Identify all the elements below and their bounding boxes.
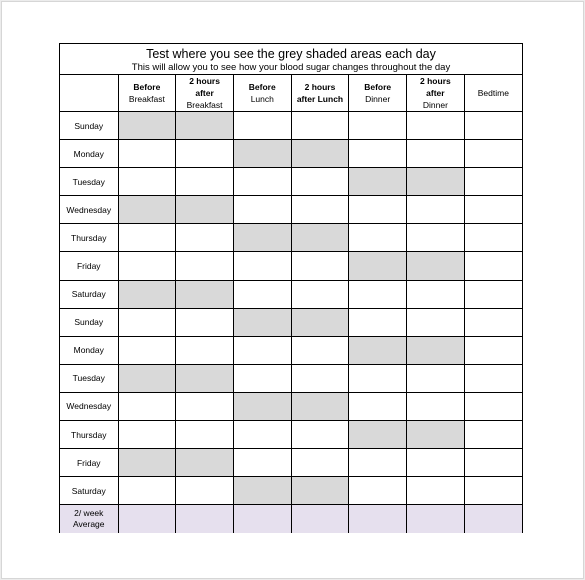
entry-cell[interactable] — [464, 140, 522, 168]
entry-cell[interactable] — [464, 280, 522, 308]
entry-cell[interactable] — [291, 449, 349, 477]
entry-cell[interactable] — [407, 392, 465, 420]
entry-cell[interactable] — [118, 112, 176, 140]
entry-cell[interactable] — [407, 196, 465, 224]
entry-cell[interactable] — [233, 392, 291, 420]
sheet-subtitle: This will allow you to see how your blood sugar changes throughout the day — [131, 62, 451, 73]
day-label: Wednesday — [60, 392, 118, 420]
header-line: Before — [133, 82, 161, 92]
entry-cell[interactable] — [233, 280, 291, 308]
entry-cell[interactable] — [349, 140, 407, 168]
average-cell[interactable] — [407, 505, 465, 533]
average-label-line2: Average — [73, 519, 105, 530]
entry-cell[interactable] — [291, 364, 349, 392]
average-cell[interactable] — [291, 505, 349, 533]
entry-cell[interactable] — [464, 196, 522, 224]
entry-cell[interactable] — [291, 168, 349, 196]
entry-cell[interactable] — [233, 364, 291, 392]
day-label: Wednesday — [60, 196, 118, 224]
entry-cell[interactable] — [118, 140, 176, 168]
header-line: Bedtime — [477, 88, 509, 98]
average-label-line1: 2/ week — [74, 508, 104, 519]
title-block — [60, 44, 522, 75]
entry-cell[interactable] — [291, 112, 349, 140]
table-row — [60, 168, 522, 196]
entry-cell[interactable] — [407, 421, 465, 449]
entry-cell[interactable] — [407, 308, 465, 336]
header-line: 2 hours — [420, 76, 451, 86]
entry-cell[interactable] — [118, 224, 176, 252]
entry-cell[interactable] — [291, 224, 349, 252]
entry-cell[interactable] — [176, 140, 234, 168]
entry-cell[interactable] — [349, 168, 407, 196]
sheet-title: Test where you see the grey shaded areas each day — [146, 47, 436, 61]
entry-cell[interactable] — [118, 252, 176, 280]
entry-cell[interactable] — [407, 112, 465, 140]
entry-cell[interactable] — [407, 336, 465, 364]
entry-cell[interactable] — [349, 336, 407, 364]
entry-cell[interactable] — [291, 477, 349, 505]
entry-cell[interactable] — [233, 168, 291, 196]
entry-cell[interactable] — [464, 308, 522, 336]
entry-cell[interactable] — [118, 477, 176, 505]
entry-cell[interactable] — [233, 224, 291, 252]
entry-cell[interactable] — [233, 196, 291, 224]
entry-cell[interactable] — [349, 364, 407, 392]
day-label: Thursday — [60, 421, 118, 449]
entry-cell[interactable] — [176, 392, 234, 420]
day-label: Saturday — [60, 280, 118, 308]
table-row — [60, 421, 522, 449]
header-before-lunch — [233, 75, 291, 112]
day-label: Friday — [60, 449, 118, 477]
average-cell[interactable] — [176, 505, 234, 533]
entry-cell[interactable] — [349, 112, 407, 140]
entry-cell[interactable] — [291, 252, 349, 280]
entry-cell[interactable] — [407, 477, 465, 505]
entry-cell[interactable] — [464, 364, 522, 392]
entry-cell[interactable] — [464, 112, 522, 140]
day-label: Sunday — [60, 308, 118, 336]
average-cell[interactable] — [118, 505, 176, 533]
header-line: Before — [364, 82, 392, 92]
entry-cell[interactable] — [118, 196, 176, 224]
entry-cell[interactable] — [407, 140, 465, 168]
header-after-dinner — [407, 75, 465, 112]
entry-cell[interactable] — [118, 308, 176, 336]
entry-cell[interactable] — [233, 477, 291, 505]
header-line: Breakfast — [186, 100, 223, 110]
table-row — [60, 112, 522, 140]
header-after-breakfast — [176, 75, 234, 112]
header-before-dinner — [349, 75, 407, 112]
header-corner-cell — [60, 75, 118, 112]
entry-cell[interactable] — [464, 477, 522, 505]
header-line: Breakfast — [128, 94, 165, 104]
table-row — [60, 336, 522, 364]
document-page — [1, 1, 584, 579]
entry-cell[interactable] — [176, 168, 234, 196]
entry-cell[interactable] — [233, 449, 291, 477]
entry-cell[interactable] — [349, 477, 407, 505]
entry-cell[interactable] — [233, 308, 291, 336]
entry-cell[interactable] — [291, 308, 349, 336]
entry-cell[interactable] — [118, 364, 176, 392]
average-row — [60, 505, 522, 533]
header-bedtime — [464, 75, 522, 112]
header-line: Lunch — [250, 94, 274, 104]
average-cell[interactable] — [464, 505, 522, 533]
table-row — [60, 140, 522, 168]
day-label: Monday — [60, 336, 118, 364]
entry-cell[interactable] — [349, 392, 407, 420]
average-label — [60, 505, 118, 533]
entry-cell[interactable] — [176, 280, 234, 308]
entry-cell[interactable] — [464, 392, 522, 420]
day-label: Saturday — [60, 477, 118, 505]
day-label: Tuesday — [60, 364, 118, 392]
log-table — [60, 75, 522, 533]
table-row — [60, 196, 522, 224]
header-line: after Lunch — [296, 94, 344, 104]
entry-cell[interactable] — [118, 449, 176, 477]
header-line: after — [195, 88, 214, 98]
entry-cell[interactable] — [291, 280, 349, 308]
entry-cell[interactable] — [349, 308, 407, 336]
table-row — [60, 364, 522, 392]
average-cell[interactable] — [233, 505, 291, 533]
entry-cell[interactable] — [464, 336, 522, 364]
table-row — [60, 224, 522, 252]
entry-cell[interactable] — [407, 280, 465, 308]
entry-cell[interactable] — [176, 252, 234, 280]
entry-cell[interactable] — [349, 196, 407, 224]
entry-cell[interactable] — [176, 308, 234, 336]
day-label: Thursday — [60, 224, 118, 252]
header-after-lunch — [291, 75, 349, 112]
entry-cell[interactable] — [233, 112, 291, 140]
entry-cell[interactable] — [291, 392, 349, 420]
header-line: 2 hours — [304, 82, 336, 92]
header-line: Dinner — [365, 94, 391, 104]
day-label: Sunday — [60, 112, 118, 140]
table-row — [60, 308, 522, 336]
average-cell[interactable] — [349, 505, 407, 533]
entry-cell[interactable] — [176, 364, 234, 392]
entry-cell[interactable] — [233, 336, 291, 364]
entry-cell[interactable] — [176, 449, 234, 477]
entry-cell[interactable] — [233, 252, 291, 280]
entry-cell[interactable] — [464, 252, 522, 280]
header-before-breakfast — [118, 75, 176, 112]
table-row — [60, 392, 522, 420]
entry-cell[interactable] — [349, 224, 407, 252]
table-row — [60, 477, 522, 505]
entry-cell[interactable] — [118, 421, 176, 449]
entry-cell[interactable] — [291, 196, 349, 224]
entry-cell[interactable] — [291, 140, 349, 168]
entry-cell[interactable] — [349, 449, 407, 477]
entry-cell[interactable] — [349, 421, 407, 449]
entry-cell[interactable] — [176, 336, 234, 364]
entry-cell[interactable] — [464, 449, 522, 477]
entry-cell[interactable] — [233, 140, 291, 168]
entry-cell[interactable] — [407, 168, 465, 196]
entry-cell[interactable] — [464, 421, 522, 449]
header-line: 2 hours — [189, 76, 220, 86]
table-row — [60, 280, 522, 308]
entry-cell[interactable] — [407, 252, 465, 280]
header-line: Dinner — [422, 100, 448, 110]
entry-cell[interactable] — [176, 477, 234, 505]
entry-cell[interactable] — [464, 224, 522, 252]
entry-cell[interactable] — [291, 336, 349, 364]
entry-cell[interactable] — [407, 364, 465, 392]
entry-cell[interactable] — [118, 392, 176, 420]
day-label: Friday — [60, 252, 118, 280]
table-row — [60, 252, 522, 280]
day-label: Monday — [60, 140, 118, 168]
entry-cell[interactable] — [176, 112, 234, 140]
blood-sugar-log-sheet — [59, 43, 523, 533]
entry-cell[interactable] — [407, 224, 465, 252]
entry-cell[interactable] — [118, 168, 176, 196]
entry-cell[interactable] — [176, 421, 234, 449]
entry-cell[interactable] — [118, 280, 176, 308]
entry-cell[interactable] — [118, 336, 176, 364]
entry-cell[interactable] — [176, 224, 234, 252]
header-line: Before — [248, 82, 276, 92]
header-line: after — [426, 88, 445, 98]
entry-cell[interactable] — [233, 421, 291, 449]
entry-cell[interactable] — [349, 280, 407, 308]
entry-cell[interactable] — [464, 168, 522, 196]
entry-cell[interactable] — [176, 196, 234, 224]
day-label: Tuesday — [60, 168, 118, 196]
entry-cell[interactable] — [407, 449, 465, 477]
table-row — [60, 449, 522, 477]
entry-cell[interactable] — [291, 421, 349, 449]
header-row — [60, 75, 522, 112]
entry-cell[interactable] — [349, 252, 407, 280]
